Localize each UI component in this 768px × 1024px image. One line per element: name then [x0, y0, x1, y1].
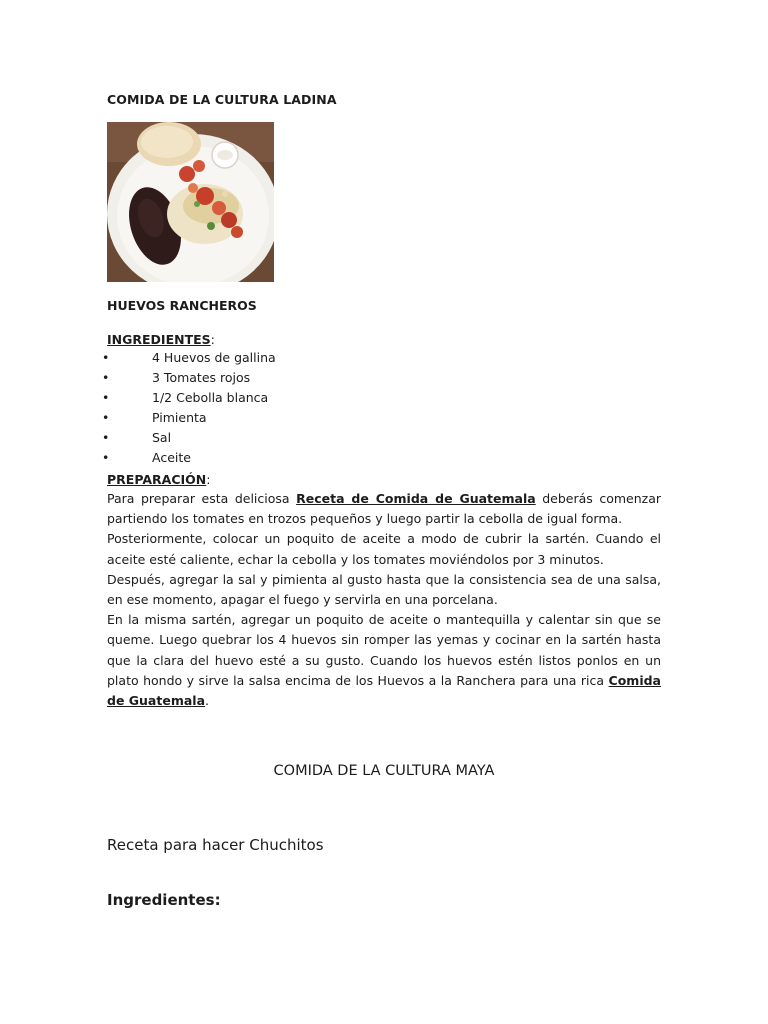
bullet-icon: • [102, 390, 110, 405]
bullet-icon: • [102, 350, 110, 365]
bullet-icon: • [102, 450, 110, 465]
section-title-maya: COMIDA DE LA CULTURA MAYA [273, 763, 495, 779]
prep-paragraph-3: Después, agregar la sal y pimienta al gusto hasta que la consistencia sea de una salsa, en ese momento, apagar el fuego y servirla en una porcelana. [107, 571, 661, 608]
bullet-icon: • [102, 430, 110, 445]
prep-paragraph-2: Posteriormente, colocar un poquito de aceite a modo de cubrir la sartén. Cuando el aceite esté caliente, echar la cebolla y los tomates moviéndolos por 3 minutos. [107, 531, 661, 567]
comida-link[interactable]: Comida de Guatemala [107, 672, 661, 709]
huevos-rancheros-photo [107, 122, 274, 282]
preparation-text [107, 489, 661, 711]
recipe-subtitle: Receta para hacer Chuchitos [107, 836, 324, 854]
preparation-heading: PREPARACIÓN: [107, 472, 211, 487]
prep-paragraph-4: En la misma sartén, agregar un poquito de aceite o mantequilla y calentar sin que se queme. Luego quebrar los 4 huevos sin romper las yemas y cocinar en la sartén hasta que la clara del huevo esté a su gusto. Cuando los huevos estén listos ponlos en un plato hondo y sirve la salsa encima de los Huevos a la Ranchera para una rica Comida de Guatemala. [107, 612, 661, 709]
bullet-icon: • [102, 410, 110, 425]
bullet-icon: • [102, 370, 110, 385]
section-title-ladina: COMIDA DE LA CULTURA LADINA [107, 92, 337, 107]
ingredients-heading: INGREDIENTES: [107, 332, 215, 347]
ingredients-heading-2: Ingredientes: [107, 891, 221, 909]
recipe-title: HUEVOS RANCHEROS [107, 298, 257, 313]
recipe-link[interactable]: Receta de Comida de Guatemala [296, 491, 536, 506]
prep-paragraph-1: Para preparar esta deliciosa Receta de Comida de Guatemala deberás comenzar partiendo los tomates en trozos pequeños y luego partir la cebolla de igual forma. [107, 491, 662, 527]
